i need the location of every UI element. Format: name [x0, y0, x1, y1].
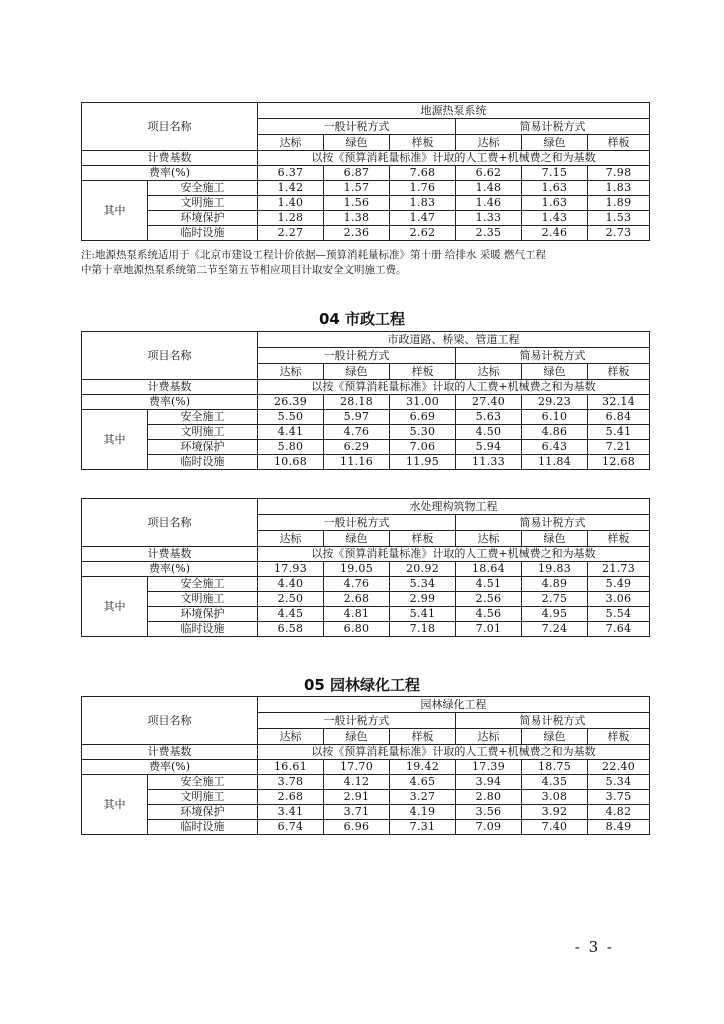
sub-item-value: 2.27 — [258, 226, 324, 241]
rate-value: 17.39 — [456, 760, 522, 775]
sub-item-value: 1.83 — [588, 181, 650, 196]
simple-tax-header: 简易计税方式 — [456, 515, 650, 531]
sub-item-row — [82, 790, 650, 805]
fee-table-water-treatment — [81, 498, 650, 637]
rate-value: 6.87 — [324, 166, 390, 181]
category-header: 市政道路、桥梁、管道工程 — [258, 332, 650, 348]
sub-item-value: 2.91 — [324, 790, 390, 805]
simple-tax-header: 简易计税方式 — [456, 713, 650, 729]
sub-item-value: 4.19 — [390, 805, 456, 820]
sub-item-value: 6.69 — [390, 410, 456, 425]
rate-label: 费率(%) — [82, 166, 258, 181]
sub-item-value: 7.01 — [456, 622, 522, 637]
sub-item-name: 环境保护 — [148, 805, 258, 820]
sub-item-value: 4.41 — [258, 425, 324, 440]
sub-item-row — [82, 805, 650, 820]
sub-item-name: 临时设施 — [148, 226, 258, 241]
sub-item-value: 2.50 — [258, 592, 324, 607]
section-title-municipal: 04 市政工程 — [318, 310, 406, 328]
rate-value: 19.05 — [324, 562, 390, 577]
item-name-header: 项目名称 — [82, 103, 258, 151]
sub-item-value: 1.46 — [456, 196, 522, 211]
level-header: 绿色 — [522, 531, 588, 547]
sub-item-value: 1.89 — [588, 196, 650, 211]
sub-group-label: 其中 — [82, 181, 148, 241]
note-line-1: 注:地源热泵系统适用于《北京市建设工程计价依据—预算消耗量标准》第十册 给排水 采暖 燃气工程 — [81, 249, 547, 261]
sub-item-row — [82, 425, 650, 440]
sub-item-value: 4.82 — [588, 805, 650, 820]
item-name-header: 项目名称 — [82, 499, 258, 547]
level-header: 样板 — [588, 729, 650, 745]
sub-item-value: 1.48 — [456, 181, 522, 196]
sub-item-value: 6.74 — [258, 820, 324, 835]
sub-item-name: 文明施工 — [148, 790, 258, 805]
sub-item-value: 3.41 — [258, 805, 324, 820]
sub-item-value: 4.51 — [456, 577, 522, 592]
sub-item-name: 环境保护 — [148, 211, 258, 226]
rate-value: 18.75 — [522, 760, 588, 775]
sub-item-value: 1.28 — [258, 211, 324, 226]
sub-item-value: 2.36 — [324, 226, 390, 241]
sub-item-name: 环境保护 — [148, 440, 258, 455]
sub-item-value: 4.50 — [456, 425, 522, 440]
rate-label: 费率(%) — [82, 562, 258, 577]
rate-value: 19.83 — [522, 562, 588, 577]
sub-item-name: 环境保护 — [148, 607, 258, 622]
sub-item-row — [82, 577, 650, 592]
sub-item-name: 临时设施 — [148, 820, 258, 835]
sub-item-value: 4.76 — [324, 577, 390, 592]
sub-item-name: 安全施工 — [148, 181, 258, 196]
sub-item-value: 2.99 — [390, 592, 456, 607]
sub-item-row — [82, 820, 650, 835]
level-header: 绿色 — [522, 364, 588, 380]
sub-item-value: 1.40 — [258, 196, 324, 211]
rate-value: 27.40 — [456, 395, 522, 410]
sub-item-row — [82, 592, 650, 607]
sub-item-value: 7.09 — [456, 820, 522, 835]
level-header: 样板 — [390, 531, 456, 547]
rate-value: 31.00 — [390, 395, 456, 410]
fee-table-geothermal — [81, 102, 650, 241]
sub-item-value: 2.46 — [522, 226, 588, 241]
table-note — [81, 248, 653, 278]
sub-item-value: 2.75 — [522, 592, 588, 607]
sub-item-value: 3.27 — [390, 790, 456, 805]
level-header: 达标 — [456, 364, 522, 380]
header-row — [82, 499, 650, 515]
sub-item-value: 1.38 — [324, 211, 390, 226]
rate-label: 费率(%) — [82, 760, 258, 775]
base-label: 计费基数 — [82, 151, 258, 166]
sub-item-value: 5.34 — [390, 577, 456, 592]
level-header: 样板 — [390, 135, 456, 151]
sub-item-value: 5.97 — [324, 410, 390, 425]
rate-row — [82, 760, 650, 775]
sub-item-value: 1.33 — [456, 211, 522, 226]
rate-value: 32.14 — [588, 395, 650, 410]
sub-item-value: 4.12 — [324, 775, 390, 790]
sub-item-value: 7.24 — [522, 622, 588, 637]
level-header: 达标 — [258, 729, 324, 745]
sub-item-name: 安全施工 — [148, 410, 258, 425]
sub-item-value: 7.40 — [522, 820, 588, 835]
sub-item-value: 4.95 — [522, 607, 588, 622]
sub-item-value: 10.68 — [258, 455, 324, 470]
sub-item-value: 5.49 — [588, 577, 650, 592]
simple-tax-header: 简易计税方式 — [456, 119, 650, 135]
rate-row — [82, 395, 650, 410]
sub-item-value: 4.40 — [258, 577, 324, 592]
sub-item-value: 8.49 — [588, 820, 650, 835]
sub-item-value: 1.83 — [390, 196, 456, 211]
sub-item-value: 4.81 — [324, 607, 390, 622]
sub-item-name: 安全施工 — [148, 577, 258, 592]
category-header: 地源热泵系统 — [258, 103, 650, 119]
base-row — [82, 151, 650, 166]
sub-item-value: 5.50 — [258, 410, 324, 425]
sub-item-value: 4.56 — [456, 607, 522, 622]
sub-item-value: 4.45 — [258, 607, 324, 622]
simple-tax-header: 简易计税方式 — [456, 348, 650, 364]
sub-item-value: 11.33 — [456, 455, 522, 470]
base-text: 以按《预算消耗量标准》计取的人工费+机械费之和为基数 — [258, 547, 650, 562]
sub-item-value: 4.76 — [324, 425, 390, 440]
sub-item-value: 2.73 — [588, 226, 650, 241]
base-text: 以按《预算消耗量标准》计取的人工费+机械费之和为基数 — [258, 745, 650, 760]
sub-item-value: 1.76 — [390, 181, 456, 196]
sub-item-value: 6.10 — [522, 410, 588, 425]
sub-item-value: 12.68 — [588, 455, 650, 470]
sub-item-value: 5.41 — [588, 425, 650, 440]
sub-item-row — [82, 226, 650, 241]
header-row — [82, 332, 650, 348]
sub-item-value: 6.43 — [522, 440, 588, 455]
sub-item-value: 2.35 — [456, 226, 522, 241]
header-row — [82, 697, 650, 713]
sub-item-value: 5.94 — [456, 440, 522, 455]
sub-item-value: 7.06 — [390, 440, 456, 455]
sub-item-row — [82, 440, 650, 455]
page-number: - 3 - — [574, 938, 614, 956]
sub-item-value: 7.21 — [588, 440, 650, 455]
level-header: 达标 — [456, 135, 522, 151]
level-header: 绿色 — [522, 135, 588, 151]
sub-item-value: 3.92 — [522, 805, 588, 820]
sub-item-name: 文明施工 — [148, 196, 258, 211]
rate-value: 20.92 — [390, 562, 456, 577]
level-header: 达标 — [456, 531, 522, 547]
rate-value: 28.18 — [324, 395, 390, 410]
sub-item-value: 3.71 — [324, 805, 390, 820]
section-title-garden: 05 园林绿化工程 — [303, 676, 421, 694]
sub-group-label: 其中 — [82, 410, 148, 470]
sub-item-value: 6.96 — [324, 820, 390, 835]
level-header: 绿色 — [522, 729, 588, 745]
sub-item-value: 2.56 — [456, 592, 522, 607]
sub-item-value: 6.84 — [588, 410, 650, 425]
sub-item-name: 文明施工 — [148, 592, 258, 607]
sub-item-value: 1.42 — [258, 181, 324, 196]
level-header: 绿色 — [324, 531, 390, 547]
sub-item-value: 5.63 — [456, 410, 522, 425]
sub-item-value: 5.80 — [258, 440, 324, 455]
sub-item-value: 1.63 — [522, 181, 588, 196]
header-row — [82, 103, 650, 119]
rate-value: 6.62 — [456, 166, 522, 181]
sub-group-label: 其中 — [82, 775, 148, 835]
sub-item-row — [82, 410, 650, 425]
sub-item-row — [82, 622, 650, 637]
sub-item-value: 7.18 — [390, 622, 456, 637]
item-name-header: 项目名称 — [82, 697, 258, 745]
level-header: 达标 — [258, 364, 324, 380]
sub-item-value: 2.68 — [258, 790, 324, 805]
sub-item-value: 5.34 — [588, 775, 650, 790]
sub-item-value: 6.80 — [324, 622, 390, 637]
rate-value: 7.98 — [588, 166, 650, 181]
sub-item-row — [82, 775, 650, 790]
rate-value: 7.15 — [522, 166, 588, 181]
rate-value: 19.42 — [390, 760, 456, 775]
level-header: 达标 — [258, 531, 324, 547]
sub-item-row — [82, 455, 650, 470]
rate-value: 18.64 — [456, 562, 522, 577]
level-header: 样板 — [390, 729, 456, 745]
base-row — [82, 547, 650, 562]
general-tax-header: 一般计税方式 — [258, 713, 456, 729]
level-header: 达标 — [258, 135, 324, 151]
rate-value: 17.70 — [324, 760, 390, 775]
sub-item-row — [82, 607, 650, 622]
sub-item-value: 1.56 — [324, 196, 390, 211]
item-name-header: 项目名称 — [82, 332, 258, 380]
sub-item-value: 5.54 — [588, 607, 650, 622]
rate-row — [82, 562, 650, 577]
base-label: 计费基数 — [82, 745, 258, 760]
fee-table-garden — [81, 696, 650, 835]
sub-item-value: 4.35 — [522, 775, 588, 790]
category-header: 水处理构筑物工程 — [258, 499, 650, 515]
rate-value: 21.73 — [588, 562, 650, 577]
sub-item-value: 5.41 — [390, 607, 456, 622]
rate-value: 22.40 — [588, 760, 650, 775]
sub-item-value: 4.89 — [522, 577, 588, 592]
rate-value: 16.61 — [258, 760, 324, 775]
base-label: 计费基数 — [82, 547, 258, 562]
fee-table-municipal-road — [81, 331, 650, 470]
sub-item-value: 1.53 — [588, 211, 650, 226]
rate-value: 29.23 — [522, 395, 588, 410]
rate-value: 7.68 — [390, 166, 456, 181]
sub-item-value: 11.95 — [390, 455, 456, 470]
level-header: 绿色 — [324, 729, 390, 745]
general-tax-header: 一般计税方式 — [258, 348, 456, 364]
rate-value: 6.37 — [258, 166, 324, 181]
sub-item-value: 2.80 — [456, 790, 522, 805]
sub-item-value: 3.08 — [522, 790, 588, 805]
base-label: 计费基数 — [82, 380, 258, 395]
sub-item-name: 文明施工 — [148, 425, 258, 440]
sub-item-value: 1.63 — [522, 196, 588, 211]
sub-item-name: 临时设施 — [148, 455, 258, 470]
sub-item-value: 3.78 — [258, 775, 324, 790]
category-header: 园林绿化工程 — [258, 697, 650, 713]
sub-item-value: 3.94 — [456, 775, 522, 790]
general-tax-header: 一般计税方式 — [258, 515, 456, 531]
sub-item-name: 安全施工 — [148, 775, 258, 790]
rate-label: 费率(%) — [82, 395, 258, 410]
level-header: 样板 — [390, 364, 456, 380]
sub-item-value: 1.43 — [522, 211, 588, 226]
level-header: 达标 — [456, 729, 522, 745]
sub-group-label: 其中 — [82, 577, 148, 637]
base-row — [82, 745, 650, 760]
sub-item-value: 7.31 — [390, 820, 456, 835]
level-header: 样板 — [588, 364, 650, 380]
sub-item-row — [82, 181, 650, 196]
sub-item-value: 6.29 — [324, 440, 390, 455]
sub-item-value: 4.65 — [390, 775, 456, 790]
general-tax-header: 一般计税方式 — [258, 119, 456, 135]
base-text: 以按《预算消耗量标准》计取的人工费+机械费之和为基数 — [258, 380, 650, 395]
note-line-2: 中第十章地源热泵系统第二节至第五节相应项目计取安全文明施工费。 — [81, 264, 407, 276]
level-header: 样板 — [588, 531, 650, 547]
sub-item-value: 3.75 — [588, 790, 650, 805]
sub-item-value: 2.62 — [390, 226, 456, 241]
rate-value: 17.93 — [258, 562, 324, 577]
sub-item-value: 11.16 — [324, 455, 390, 470]
base-row — [82, 380, 650, 395]
sub-item-value: 5.30 — [390, 425, 456, 440]
sub-item-name: 临时设施 — [148, 622, 258, 637]
sub-item-value: 6.58 — [258, 622, 324, 637]
sub-item-value: 1.57 — [324, 181, 390, 196]
sub-item-row — [82, 211, 650, 226]
level-header: 绿色 — [324, 364, 390, 380]
level-header: 绿色 — [324, 135, 390, 151]
sub-item-value: 3.06 — [588, 592, 650, 607]
sub-item-value: 7.64 — [588, 622, 650, 637]
rate-value: 26.39 — [258, 395, 324, 410]
sub-item-value: 4.86 — [522, 425, 588, 440]
rate-row — [82, 166, 650, 181]
sub-item-value: 2.68 — [324, 592, 390, 607]
sub-item-value: 11.84 — [522, 455, 588, 470]
level-header: 样板 — [588, 135, 650, 151]
sub-item-value: 1.47 — [390, 211, 456, 226]
sub-item-row — [82, 196, 650, 211]
sub-item-value: 3.56 — [456, 805, 522, 820]
base-text: 以按《预算消耗量标准》计取的人工费+机械费之和为基数 — [258, 151, 650, 166]
